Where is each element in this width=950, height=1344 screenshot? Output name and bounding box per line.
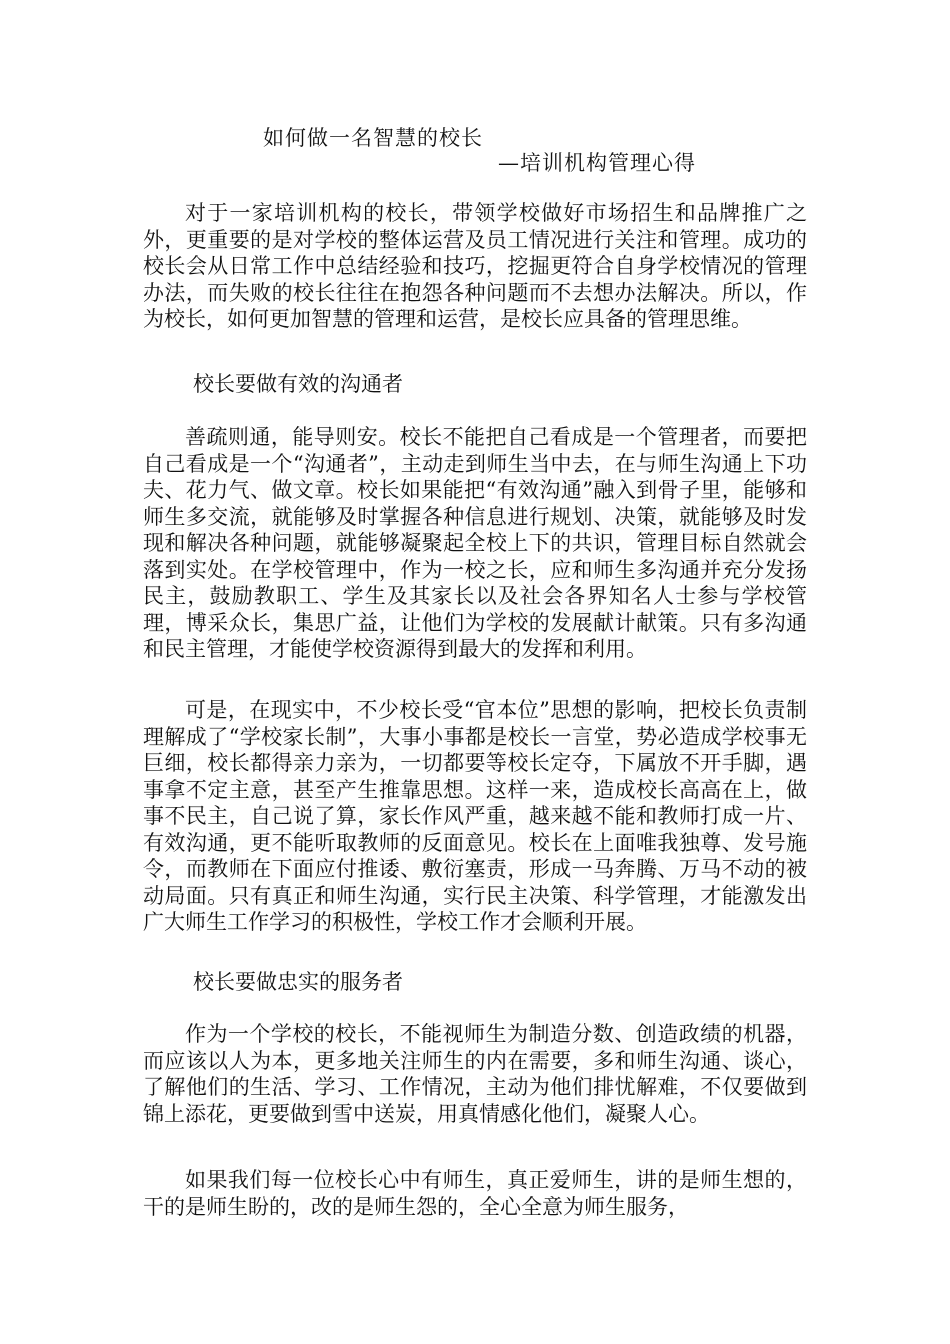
communication-paragraph-2: 可是，在现实中，不少校长受“官本位”思想的影响，把校长负责制理解成了“学校家长制”，大事小事都是校长一言堂，势必造成学校事无巨细，校长都得亲力亲为，一切都要等校长定夺，下属放不开手脚，遇事拿不定主意，甚至产生推靠思想。这样一来，造成校长高高在上，做事不民主，自己说了算，家长作风严重，越来越不能和教师打成一片、有效沟通，更不能听取教师的反面意见。校长在上面唯我独尊、发号施令，而教师在下面应付推诿、敷衍塞责，形成一马奔腾、万马不动的被动局面。只有真正和师生沟通，实行民主决策、科学管理，才能激发出广大师生工作学习的积极性，学校工作才会顺利开展。 — [143, 698, 807, 934]
section-heading-service: 校长要做忠实的服务者 — [193, 970, 403, 994]
communication-paragraph-1: 善疏则通，能导则安。校长不能把自己看成是一个管理者，而要把自己看成是一个“沟通者”，主动走到师生当中去，在与师生沟通上下功夫、花力气、做文章。校长如果能把“有效沟通”融入到骨子里，能够和师生多交流，就能够及时掌握各种信息进行规划、决策，就能够及时发现和解决各种问题，就能够凝聚起全校上下的共识，管理目标自然就会落到实处。在学校管理中，作为一校之长，应和师生多沟通并充分发扬民主，鼓励教职工、学生及其家长以及社会各界知名人士参与学校管理，博采众长，集思广益，让他们为学校的发展献计献策。只有多沟通和民主管理，才能使学校资源得到最大的发挥和利用。 — [143, 425, 807, 661]
section-heading-communication: 校长要做有效的沟通者 — [193, 372, 403, 396]
service-paragraph-1: 作为一个学校的校长，不能视师生为制造分数、创造政绩的机器，而应该以人为本，更多地关注师生的内在需要，多和师生沟通、谈心，了解他们的生活、学习、工作情况，主动为他们排忧解难，不仅要做到锦上添花，更要做到雪中送炭，用真情感化他们，凝聚人心。 — [143, 1022, 807, 1126]
service-paragraph-2: 如果我们每一位校长心中有师生，真正爱师生，讲的是师生想的，干的是师生盼的，改的是师生怨的，全心全意为师生服务， — [143, 1168, 807, 1219]
document-subtitle: —培训机构管理心得 — [498, 151, 696, 175]
intro-paragraph: 对于一家培训机构的校长，带领学校做好市场招生和品牌推广之外，更重要的是对学校的整体运营及员工情况进行关注和管理。成功的校长会从日常工作中总结经验和技巧，挖掘更符合自身学校情况的管理办法，而失败的校长往往在抱怨各种问题而不去想办法解决。所以，作为校长，如何更加智慧的管理和运营，是校长应具备的管理思维。 — [143, 201, 807, 331]
document-title: 如何做一名智慧的校长 — [263, 126, 483, 150]
